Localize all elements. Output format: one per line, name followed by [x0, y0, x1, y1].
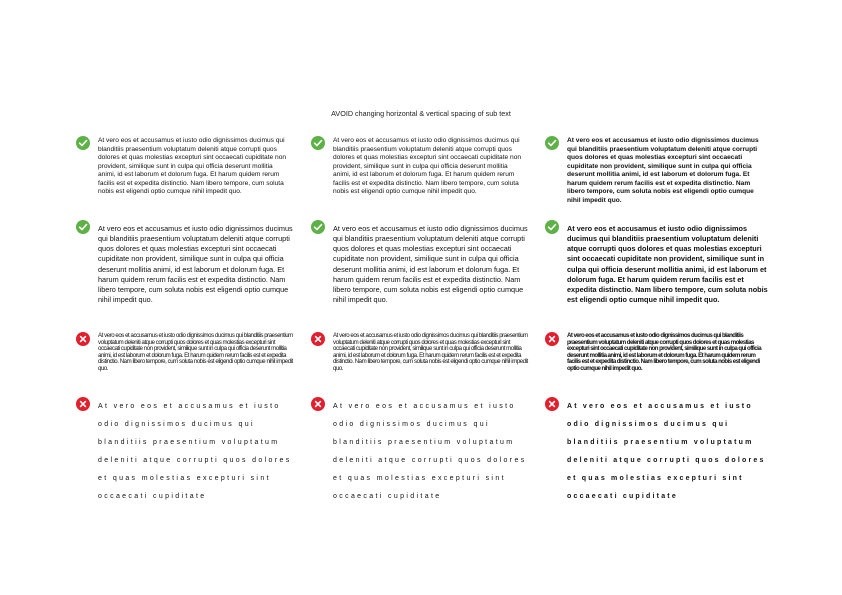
sample-paragraph: At vero eos et accusamus et iusto odio dignissimos ducimus qui blanditiis praesentium voluptatum deleniti atque corrupti quos dolores et quas molestias excepturi sint occaecati cupiditate non provident, similique sunt in culpa qui officia deserunt mollitia animi, id est laborum et dolorum fuga. Et harum quidem rerum facilis est et expedita distinctio. Nam libero tempore, cum soluta nobis est eligendi optio cumque nihil impedit quo.: [98, 332, 293, 372]
sample-paragraph: At vero eos et accusamus et iusto odio dignissimos ducimus qui blanditiis praesentium voluptatum deleniti atque corrupti quos dolores et quas molestias excepturi sint occaecati cupiditate non provident, similique sunt in culpa qui officia deserunt mollitia animi, id est laborum et dolorum fuga. Et harum quidem rerum facilis est et expedita distinctio. Nam libero tempore, cum soluta nobis est eligendi optio cumque nihil impedit quo.: [567, 137, 759, 204]
sample-paragraph: At vero eos et accusamus et iusto odio dignissimos ducimus qui blanditiis praesentium voluptatum deleniti atque corrupti quos dolores et quas molestias excepturi sint occaecati cupiditate non provident, similique sunt in culpa qui officia deserunt mollitia animi, id est laborum et dolorum fuga. Et harum quidem rerum facilis est et expedita distinctio. Nam libero tempore, cum soluta nobis est eligendi optio cumque nihil impedit quo.: [333, 224, 528, 305]
cross-circle-icon: [311, 332, 325, 346]
check-circle-icon: [545, 136, 559, 150]
sample-paragraph: At vero eos et accusamus et iusto odio dignissimos ducimus qui blanditiis praesentium voluptatum deleniti atque corrupti quos dolores et quas molestias excepturi sint occaecati cupiditate non provident, similique sunt in culpa qui officia deserunt mollitia animi, id est laborum et dolorum fuga. Et harum quidem rerum facilis est et expedita distinctio. Nam libero tempore, cum soluta nobis est eligendi optio cumque nihil impedit quo.: [333, 137, 522, 195]
sample-paragraph: At vero eos et accusamus et iusto odio dignissimos ducimus qui blanditiis praesentium voluptatum deleniti atque corrupti quos dolores et quas molestias excepturi sint occaecati cupiditate non provident, similique sunt in culpa qui officia deserunt mollitia animi, id est laborum et dolorum fuga. Et harum quidem rerum facilis est et expedita distinctio. Nam libero tempore, cum soluta nobis est eligendi optio cumque nihil impedit quo.: [98, 137, 287, 195]
cross-circle-icon: [76, 332, 90, 346]
check-circle-icon: [311, 136, 325, 150]
cross-circle-icon: [545, 397, 559, 411]
cross-circle-icon: [311, 397, 325, 411]
check-circle-icon: [545, 220, 559, 234]
sample-paragraph: At vero eos et accusamus et iusto odio dignissimos ducimus qui blanditiis praesentium voluptatum deleniti atque corrupti quos dolores et quas molestias excepturi sint occaecati cupiditate: [333, 403, 527, 500]
check-circle-icon: [311, 220, 325, 234]
sample-paragraph: At vero eos et accusamus et iusto odio dignissimos ducimus qui blanditiis praesentium voluptatum deleniti atque corrupti quos dolores et quas molestias excepturi sint occaecati cupiditate: [567, 403, 766, 500]
cross-circle-icon: [76, 397, 90, 411]
cross-circle-icon: [545, 332, 559, 346]
sample-paragraph: At vero eos et accusamus et iusto odio dignissimos ducimus qui blanditiis praesentium voluptatum deleniti atque corrupti quos dolores et quas molestias excepturi sint occaecati cupiditate non provident, similique sunt in culpa qui officia deserunt mollitia animi, id est laborum et dolorum fuga. Et harum quidem rerum facilis est et expedita distinctio. Nam libero tempore, cum soluta nobis est eligendi optio cumque nihil impedit quo.: [567, 332, 762, 372]
sample-paragraph: At vero eos et accusamus et iusto odio dignissimos ducimus qui blanditiis praesentium voluptatum deleniti atque corrupti quos dolores et quas molestias excepturi sint occaecati cupiditate non provident, similique sunt in culpa qui officia deserunt mollitia animi, id est laborum et dolorum fuga. Et harum quidem rerum facilis est et expedita distinctio. Nam libero tempore, cum soluta nobis est eligendi optio cumque nihil impedit quo.: [567, 224, 768, 305]
check-circle-icon: [76, 136, 90, 150]
sample-paragraph: At vero eos et accusamus et iusto odio dignissimos ducimus qui blanditiis praesentium voluptatum deleniti atque corrupti quos dolores et quas molestias excepturi sint occaecati cupiditate non provident, similique sunt in culpa qui officia deserunt mollitia animi, id est laborum et dolorum fuga. Et harum quidem rerum facilis est et expedita distinctio. Nam libero tempore, cum soluta nobis est eligendi optio cumque nihil impedit quo.: [333, 332, 528, 372]
sample-paragraph: At vero eos et accusamus et iusto odio dignissimos ducimus qui blanditiis praesentium voluptatum deleniti atque corrupti quos dolores et quas molestias excepturi sint occaecati cupiditate: [98, 403, 292, 500]
check-circle-icon: [76, 220, 90, 234]
sample-paragraph: At vero eos et accusamus et iusto odio dignissimos ducimus qui blanditiis praesentium voluptatum deleniti atque corrupti quos dolores et quas molestias excepturi sint occaecati cupiditate non provident, similique sunt in culpa qui officia deserunt mollitia animi, id est laborum et dolorum fuga. Et harum quidem rerum facilis est et expedita distinctio. Nam libero tempore, cum soluta nobis est eligendi optio cumque nihil impedit quo.: [98, 224, 293, 305]
page-title: AVOID changing horizontal & vertical spacing of sub text: [331, 109, 511, 118]
